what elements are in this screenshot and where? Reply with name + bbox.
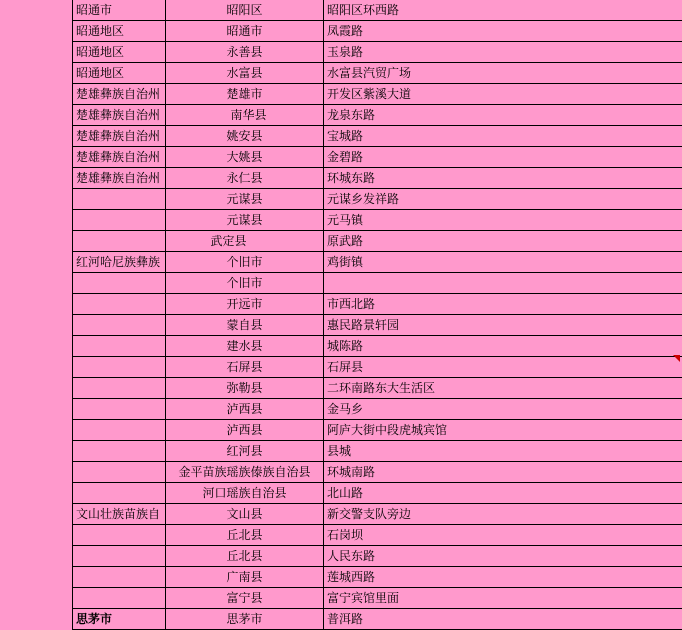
table-row xyxy=(0,84,682,105)
city-cell[interactable] xyxy=(73,483,166,504)
county-cell[interactable]: 楚雄市 xyxy=(166,84,324,105)
address-cell[interactable]: 石屏县 xyxy=(327,360,364,374)
table-row xyxy=(0,231,682,252)
county-cell[interactable]: 丘北县 xyxy=(166,525,324,546)
table-row xyxy=(0,357,682,378)
table-row xyxy=(0,546,682,567)
address-cell[interactable]: 富宁宾馆里面 xyxy=(327,591,400,605)
address-cell[interactable]: 石岗坝 xyxy=(327,528,364,542)
city-cell[interactable] xyxy=(73,420,166,441)
table-row xyxy=(0,504,682,525)
row-header-cell[interactable] xyxy=(0,441,73,462)
county-cell[interactable]: 永善县 xyxy=(166,42,324,63)
county-cell[interactable]: 河口瑶族自治县 xyxy=(166,483,324,504)
address-cell[interactable]: 二环南路东大生活区 xyxy=(327,381,436,395)
county-cell[interactable]: 昭通市 xyxy=(166,21,324,42)
row-header-cell[interactable] xyxy=(0,231,73,252)
address-cell[interactable]: 新交警支队旁边 xyxy=(327,507,412,521)
address-cell[interactable] xyxy=(324,273,682,294)
table-row xyxy=(0,252,682,273)
county-cell[interactable]: 个旧市 xyxy=(166,273,324,294)
county-cell[interactable]: 文山县 xyxy=(166,504,324,525)
row-header-cell[interactable] xyxy=(0,567,73,588)
city-cell[interactable] xyxy=(73,336,166,357)
county-cell[interactable]: 昭阳区 xyxy=(166,0,324,21)
address-cell[interactable]: 普洱路 xyxy=(327,612,364,626)
county-cell[interactable]: 红河县 xyxy=(166,441,324,462)
city-cell[interactable]: 昭通地区 xyxy=(73,63,166,84)
county-cell[interactable]: 武定县 xyxy=(166,231,324,252)
address-cell[interactable]: 龙泉东路 xyxy=(327,108,376,122)
table-row xyxy=(0,63,682,84)
row-header-cell[interactable] xyxy=(0,273,73,294)
row-header-cell[interactable] xyxy=(0,168,73,189)
row-header-cell[interactable] xyxy=(0,126,73,147)
city-cell[interactable] xyxy=(73,273,166,294)
row-header-cell[interactable] xyxy=(0,609,73,630)
row-header-cell[interactable] xyxy=(0,504,73,525)
row-header-cell[interactable] xyxy=(0,84,73,105)
county-cell[interactable]: 元谋县 xyxy=(166,210,324,231)
county-cell[interactable]: 开远市 xyxy=(166,294,324,315)
address-cell[interactable]: 惠民路景轩园 xyxy=(327,318,400,332)
table-row xyxy=(0,294,682,315)
city-cell[interactable] xyxy=(73,546,166,567)
address-cell[interactable]: 城陈路 xyxy=(327,339,364,353)
city-cell[interactable]: 文山壮族苗族自 xyxy=(73,504,166,525)
county-cell[interactable]: 元谋县 xyxy=(166,189,324,210)
address-cell[interactable]: 环城南路 xyxy=(327,465,376,479)
comment-indicator xyxy=(673,355,680,362)
county-cell[interactable]: 大姚县 xyxy=(166,147,324,168)
city-cell[interactable] xyxy=(73,357,166,378)
city-cell[interactable]: 楚雄彝族自治州 xyxy=(73,147,166,168)
county-cell[interactable]: 蒙自县 xyxy=(166,315,324,336)
row-header-cell[interactable] xyxy=(0,588,73,609)
table-row xyxy=(0,315,682,336)
city-cell[interactable] xyxy=(73,588,166,609)
table-row xyxy=(0,420,682,441)
row-header-cell[interactable] xyxy=(0,525,73,546)
address-cell[interactable]: 人民东路 xyxy=(327,549,376,563)
row-header-cell[interactable] xyxy=(0,399,73,420)
city-cell[interactable] xyxy=(73,441,166,462)
city-cell[interactable] xyxy=(73,378,166,399)
table-row xyxy=(0,399,682,420)
county-cell[interactable]: 石屏县 xyxy=(166,357,324,378)
county-cell[interactable]: 弥勒县 xyxy=(166,378,324,399)
row-header-cell[interactable] xyxy=(0,63,73,84)
address-cell[interactable]: 元马镇 xyxy=(327,213,364,227)
table-row xyxy=(0,588,682,609)
address-cell[interactable]: 县城 xyxy=(327,444,352,458)
table-row xyxy=(0,21,682,42)
county-cell[interactable]: 思茅市 xyxy=(166,609,324,630)
city-cell[interactable]: 昭通地区 xyxy=(73,21,166,42)
row-header-cell[interactable] xyxy=(0,210,73,231)
city-cell[interactable] xyxy=(73,294,166,315)
city-cell[interactable] xyxy=(73,399,166,420)
county-cell[interactable]: 永仁县 xyxy=(166,168,324,189)
county-cell[interactable]: 个旧市 xyxy=(166,252,324,273)
row-header-cell[interactable] xyxy=(0,315,73,336)
row-header-cell[interactable] xyxy=(0,21,73,42)
row-header-cell[interactable] xyxy=(0,105,73,126)
city-cell[interactable]: 楚雄彝族自治州 xyxy=(73,168,166,189)
row-header-cell[interactable] xyxy=(0,357,73,378)
row-header-cell[interactable] xyxy=(0,462,73,483)
table-row xyxy=(0,462,682,483)
city-cell[interactable]: 楚雄彝族自治州 xyxy=(73,105,166,126)
city-cell[interactable] xyxy=(73,567,166,588)
address-cell[interactable]: 玉泉路 xyxy=(327,45,364,59)
city-cell[interactable]: 思茅市 xyxy=(73,609,166,630)
city-cell[interactable]: 红河哈尼族彝族 xyxy=(73,252,166,273)
address-cell[interactable]: 开发区紫溪大道 xyxy=(327,87,412,101)
table-row xyxy=(0,525,682,546)
county-cell[interactable]: 水富县 xyxy=(166,63,324,84)
city-cell[interactable] xyxy=(73,525,166,546)
address-cell[interactable]: 凤霞路 xyxy=(327,24,364,38)
address-cell[interactable]: 市西北路 xyxy=(327,297,376,311)
address-cell[interactable]: 阿庐大街中段虎城宾馆 xyxy=(327,423,448,437)
row-header-cell[interactable] xyxy=(0,42,73,63)
row-header-cell[interactable] xyxy=(0,546,73,567)
address-cell[interactable]: 鸡街镇 xyxy=(327,255,364,269)
county-cell[interactable]: 南华县 xyxy=(166,105,324,126)
row-header-cell[interactable] xyxy=(0,378,73,399)
table-row xyxy=(0,210,682,231)
table-row xyxy=(0,483,682,504)
city-cell[interactable] xyxy=(73,231,166,252)
address-cell[interactable]: 金马乡 xyxy=(327,402,364,416)
address-cell[interactable]: 宝城路 xyxy=(327,129,364,143)
county-cell[interactable]: 金平苗族瑶族傣族自治县 xyxy=(166,462,324,483)
row-header-cell[interactable] xyxy=(0,483,73,504)
row-header-cell[interactable] xyxy=(0,336,73,357)
row-header-cell[interactable] xyxy=(0,189,73,210)
row-header-cell[interactable] xyxy=(0,147,73,168)
address-cell[interactable]: 昭阳区环西路 xyxy=(327,3,400,17)
table-row xyxy=(0,441,682,462)
county-cell[interactable]: 建水县 xyxy=(166,336,324,357)
address-cell[interactable]: 莲城西路 xyxy=(327,570,376,584)
row-header-cell[interactable] xyxy=(0,0,73,21)
row-header-cell[interactable] xyxy=(0,294,73,315)
address-cell[interactable]: 金碧路 xyxy=(327,150,364,164)
county-cell[interactable]: 丘北县 xyxy=(166,546,324,567)
address-cell[interactable]: 原武路 xyxy=(327,234,364,248)
table-row xyxy=(0,147,682,168)
table-row xyxy=(0,168,682,189)
city-cell[interactable] xyxy=(73,462,166,483)
row-header-cell[interactable] xyxy=(0,420,73,441)
city-cell[interactable] xyxy=(73,189,166,210)
table-row xyxy=(0,105,682,126)
county-cell[interactable]: 泸西县 xyxy=(166,420,324,441)
city-cell[interactable] xyxy=(73,210,166,231)
table-row xyxy=(0,609,682,630)
address-cell[interactable]: 水富县汽贸广场 xyxy=(327,66,412,80)
address-cell[interactable]: 元谋乡发祥路 xyxy=(327,192,400,206)
address-cell[interactable]: 北山路 xyxy=(327,486,364,500)
table-row xyxy=(0,273,682,294)
city-cell[interactable] xyxy=(73,315,166,336)
table-row xyxy=(0,336,682,357)
table-row xyxy=(0,126,682,147)
county-cell[interactable]: 泸西县 xyxy=(166,399,324,420)
city-cell[interactable]: 昭通市 xyxy=(73,0,166,21)
city-cell[interactable]: 楚雄彝族自治州 xyxy=(73,126,166,147)
table-row xyxy=(0,378,682,399)
table-row xyxy=(0,0,682,21)
table-row xyxy=(0,189,682,210)
table-row xyxy=(0,42,682,63)
county-cell[interactable]: 富宁县 xyxy=(166,588,324,609)
row-header-cell[interactable] xyxy=(0,252,73,273)
city-cell[interactable]: 昭通地区 xyxy=(73,42,166,63)
county-cell[interactable]: 广南县 xyxy=(166,567,324,588)
city-cell[interactable]: 楚雄彝族自治州 xyxy=(73,84,166,105)
address-cell[interactable]: 环城东路 xyxy=(327,171,376,185)
county-cell[interactable]: 姚安县 xyxy=(166,126,324,147)
table-row xyxy=(0,567,682,588)
